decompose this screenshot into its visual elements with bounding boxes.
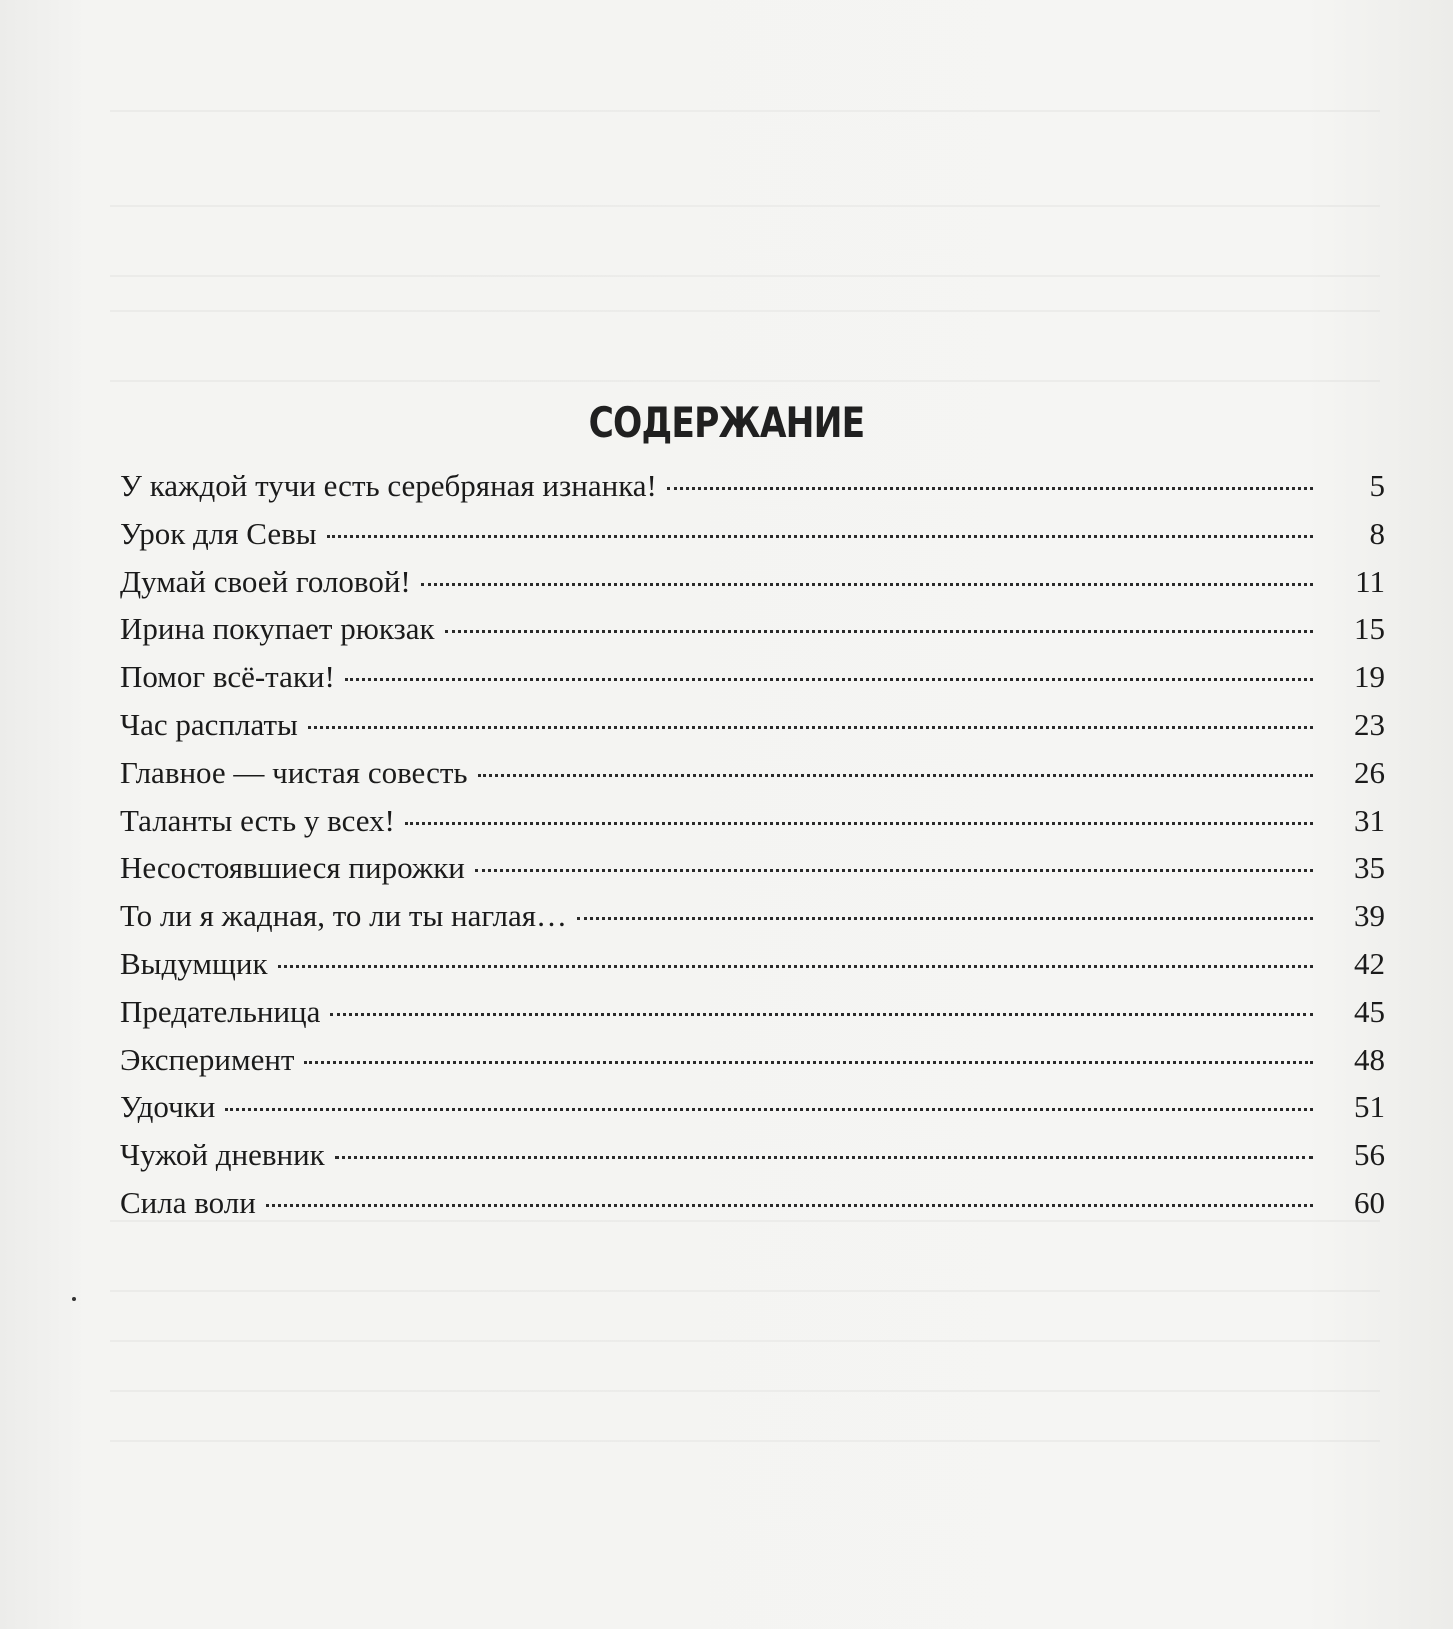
dot-leader [308,726,1313,729]
toc-entry-title: Удочки [120,1089,216,1125]
toc-entry-page: 42 [1354,945,1385,981]
toc-entry[interactable] [120,994,1385,1042]
dot-leader [577,917,1313,920]
dot-leader [327,535,1313,538]
toc-entry-page: 60 [1354,1184,1385,1220]
dot-leader [345,678,1313,681]
toc-entry-title: Выдумщик [120,945,268,981]
toc-entry-title: Эксперимент [120,1041,295,1077]
bleed-through-line [110,1390,1380,1392]
toc-entry-page: 26 [1354,754,1385,790]
toc-entry-title: Таланты есть у всех! [120,802,395,838]
toc-entry-title: Предательница [120,993,321,1029]
toc-entry-title: Чужой дневник [120,1137,325,1173]
dot-leader [475,869,1313,872]
toc-entry-page: 8 [1369,515,1385,551]
toc-entry[interactable] [120,1042,1385,1090]
toc-list [120,468,1385,1233]
dot-leader [405,822,1313,825]
toc-entry-page: 56 [1354,1137,1385,1173]
toc-entry[interactable] [120,611,1385,659]
toc-entry[interactable] [120,564,1385,612]
toc-entry-page: 48 [1354,1041,1385,1077]
toc-entry[interactable] [120,803,1385,851]
bleed-through-line [110,275,1380,277]
toc-entry-page: 19 [1354,659,1385,695]
dot-leader [278,965,1313,968]
toc-entry-page: 51 [1354,1089,1385,1125]
bleed-through-line [110,380,1380,382]
toc-entry-page: 35 [1354,850,1385,886]
dot-leader [478,774,1313,777]
toc-entry-title: Думай своей головой! [120,563,411,599]
toc-entry[interactable] [120,898,1385,946]
toc-entry-page: 15 [1354,611,1385,647]
dot-leader [225,1108,1313,1111]
dot-leader [330,1013,1313,1016]
toc-entry-page: 11 [1355,563,1385,599]
toc-entry[interactable] [120,1185,1385,1233]
toc-entry[interactable] [120,946,1385,994]
toc-entry-title: Главное — чистая совесть [120,754,468,790]
toc-entry-page: 23 [1354,706,1385,742]
toc-entry[interactable] [120,659,1385,707]
toc-entry[interactable] [120,850,1385,898]
toc-entry-page: 45 [1354,993,1385,1029]
toc-entry-title: То ли я жадная, то ли ты наглая… [120,898,568,934]
bleed-through-line [110,1340,1380,1342]
bleed-through-line [110,1290,1380,1292]
toc-entry-title: У каждой тучи есть серебряная изнанка! [120,468,657,503]
bleed-through-line [110,205,1380,207]
dot-leader [304,1061,1313,1064]
toc-entry[interactable] [120,1089,1385,1137]
toc-entry-page: 39 [1354,898,1385,934]
dot-leader [266,1204,1313,1207]
toc-entry-title: Сила воли [120,1184,256,1220]
toc-entry-title: Час расплаты [120,706,298,742]
toc-entry[interactable] [120,516,1385,564]
toc-entry-title: Ирина покупает рюкзак [120,611,435,647]
toc-entry[interactable] [120,707,1385,755]
toc-entry[interactable] [120,468,1385,516]
toc-entry-page: 31 [1354,802,1385,838]
dot-leader [667,487,1313,490]
bleed-through-line [110,310,1380,312]
toc-heading: СОДЕРЖАНИЕ [588,398,865,447]
toc-entry-title: Несостоявшиеся пирожки [120,850,465,886]
toc-entry-title: Урок для Севы [120,515,317,551]
toc-entry[interactable] [120,1137,1385,1185]
bleed-through-line [110,110,1380,112]
toc-entry[interactable] [120,755,1385,803]
dot-leader [421,583,1313,586]
ink-speck [72,1297,76,1301]
toc-entry-page: 5 [1369,468,1385,503]
dot-leader [445,630,1313,633]
dot-leader [335,1156,1313,1159]
bleed-through-line [110,1440,1380,1442]
toc-entry-title: Помог всё-таки! [120,659,335,695]
